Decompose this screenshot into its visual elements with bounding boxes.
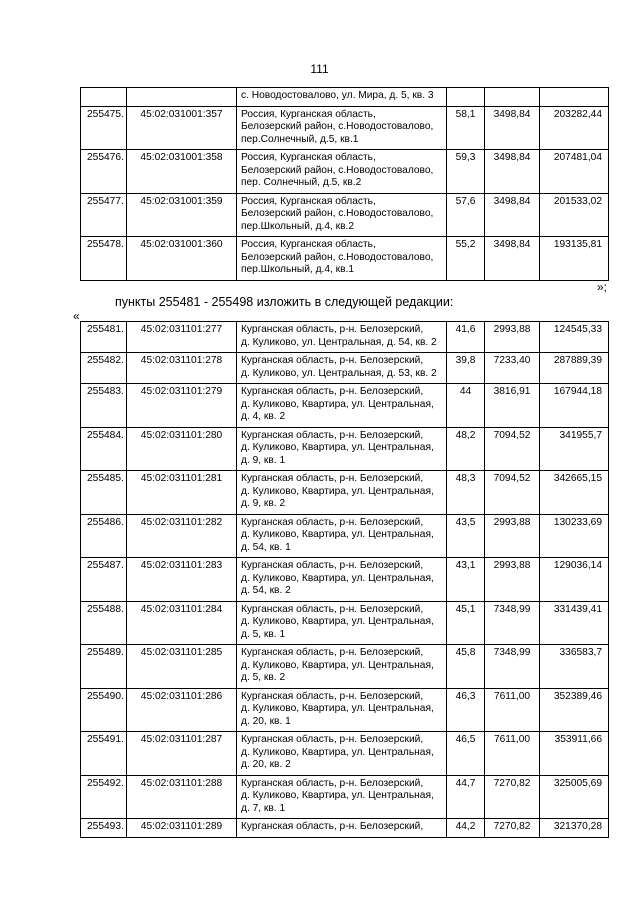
price-cell: 2993,88 <box>485 558 540 602</box>
address-line: д. Куликово, Квартира, ул. Центральная, <box>241 529 434 540</box>
address-line: д. Куликово, Квартира, ул. Центральная, <box>241 572 434 584</box>
table-row <box>81 688 609 732</box>
cadastral-cell: 45:02:031001:357 <box>127 106 237 150</box>
price-cell: 7233,40 <box>485 353 540 384</box>
number-cell: 255485. <box>81 471 127 515</box>
address-line: д. Куликово, Квартира, ул. Центральная, <box>241 659 434 671</box>
number-cell: 255484. <box>81 427 127 471</box>
table-row <box>81 732 609 776</box>
address-cell <box>237 353 447 384</box>
address-line: д. 7, кв. 1 <box>241 802 286 814</box>
total-cell: 203282,44 <box>540 106 609 150</box>
table-row <box>81 322 609 353</box>
area-cell: 57,6 <box>447 193 485 237</box>
cadastral-cell: 45:02:031001:359 <box>127 193 237 237</box>
address-line: Курганская область, р-н. Белозерский, <box>241 690 424 702</box>
price-cell: 3498,84 <box>485 193 540 237</box>
cadastral-cell: 45:02:031101:284 <box>127 601 237 645</box>
address-line: Курганская область, р-н. Белозерский, <box>241 516 424 528</box>
address-cell <box>237 471 447 515</box>
cadastral-cell: 45:02:031101:277 <box>127 322 237 353</box>
address-line: д. Куликово, ул. Центральная, д. 53, кв. 2 <box>241 367 437 379</box>
address-line: пер. Солнечный, д.5, кв.2 <box>241 177 362 188</box>
price-cell: 2993,88 <box>485 322 540 353</box>
address-line: Курганская область, р-н. Белозерский, <box>241 560 424 571</box>
total-cell: 130233,69 <box>540 514 609 558</box>
address-line: Белозерский район, с.Новодостовалово, <box>241 164 434 176</box>
total-cell: 342665,15 <box>540 471 609 515</box>
address-line: д. Куликово, Квартира, ул. Центральная, <box>241 746 434 758</box>
price-cell: 7348,99 <box>485 601 540 645</box>
cadastral-cell: 45:02:031101:288 <box>127 775 237 819</box>
number-cell: 255491. <box>81 732 127 776</box>
price-cell: 3498,84 <box>485 150 540 194</box>
address-line: д. 5, кв. 2 <box>241 672 286 683</box>
total-cell: 336583,7 <box>540 645 609 689</box>
total-cell: 124545,33 <box>540 322 609 353</box>
address-line: Белозерский район, с.Новодостовалово, <box>241 251 434 263</box>
cadastral-cell <box>127 88 237 107</box>
table-row <box>81 645 609 689</box>
price-cell: 7094,52 <box>485 471 540 515</box>
address-cell <box>237 237 447 281</box>
area-cell: 44,7 <box>447 775 485 819</box>
number-cell: 255481. <box>81 322 127 353</box>
number-cell: 255475. <box>81 106 127 150</box>
address-line: д. Куликово, Квартира, ул. Центральная, <box>241 703 434 714</box>
total-cell: 321370,28 <box>540 819 609 838</box>
area-cell <box>447 88 485 107</box>
address-cell <box>237 150 447 194</box>
address-cell <box>237 645 447 689</box>
address-line: д. Куликово, ул. Центральная, д. 54, кв. 2 <box>241 336 437 348</box>
number-cell: 255476. <box>81 150 127 194</box>
total-cell: 201533,02 <box>540 193 609 237</box>
table-row <box>81 353 609 384</box>
address-line: Курганская область, р-н. Белозерский, <box>241 647 424 658</box>
number-cell: 255488. <box>81 601 127 645</box>
price-cell: 7611,00 <box>485 688 540 732</box>
property-table-continued <box>80 87 609 281</box>
table-row <box>81 237 609 281</box>
total-cell: 353911,66 <box>540 732 609 776</box>
cadastral-cell: 45:02:031101:286 <box>127 688 237 732</box>
price-cell: 3816,91 <box>485 384 540 428</box>
price-cell: 3498,84 <box>485 106 540 150</box>
address-line: Курганская область, р-н. Белозерский, <box>241 429 424 441</box>
address-line: д. Куликово, Квартира, ул. Центральная, <box>241 616 434 627</box>
address-line: Россия, Курганская область, <box>241 108 376 120</box>
address-line: Россия, Курганская область, <box>241 152 376 163</box>
address-line: Белозерский район, с.Новодостовалово, <box>241 121 434 132</box>
address-line: д. 20, кв. 2 <box>241 759 291 770</box>
address-cell <box>237 193 447 237</box>
number-cell <box>81 88 127 107</box>
price-cell: 7270,82 <box>485 775 540 819</box>
address-line: д. Куликово, Квартира, ул. Центральная, <box>241 398 434 410</box>
table-row <box>81 88 609 107</box>
cadastral-cell: 45:02:031001:358 <box>127 150 237 194</box>
area-cell: 46,5 <box>447 732 485 776</box>
table-row <box>81 819 609 838</box>
address-cell <box>237 732 447 776</box>
address-line: пер.Школьный, д.4, кв.2 <box>241 220 355 232</box>
area-cell: 44 <box>447 384 485 428</box>
cadastral-cell: 45:02:031001:360 <box>127 237 237 281</box>
table-row <box>81 427 609 471</box>
address-line: д. 54, кв. 1 <box>241 541 291 553</box>
address-cell <box>237 688 447 732</box>
area-cell: 43,5 <box>447 514 485 558</box>
total-cell: 129036,14 <box>540 558 609 602</box>
table-row <box>81 514 609 558</box>
address-line: Курганская область, р-н. Белозерский, <box>241 821 424 832</box>
address-cell <box>237 819 447 838</box>
total-cell: 193135,81 <box>540 237 609 281</box>
table-row <box>81 601 609 645</box>
address-cell <box>237 106 447 150</box>
address-line: Курганская область, р-н. Белозерский, <box>241 734 424 745</box>
total-cell: 331439,41 <box>540 601 609 645</box>
address-cell <box>237 322 447 353</box>
price-cell: 7270,82 <box>485 819 540 838</box>
area-cell: 59,3 <box>447 150 485 194</box>
table-row <box>81 150 609 194</box>
area-cell: 48,3 <box>447 471 485 515</box>
total-cell: 207481,04 <box>540 150 609 194</box>
price-cell: 7348,99 <box>485 645 540 689</box>
cadastral-cell: 45:02:031101:278 <box>127 353 237 384</box>
number-cell: 255486. <box>81 514 127 558</box>
area-cell: 45,1 <box>447 601 485 645</box>
cadastral-cell: 45:02:031101:287 <box>127 732 237 776</box>
cadastral-cell: 45:02:031101:283 <box>127 558 237 602</box>
address-cell <box>237 558 447 602</box>
cadastral-cell: 45:02:031101:279 <box>127 384 237 428</box>
address-line: д. 20, кв. 1 <box>241 715 291 727</box>
total-cell: 341955,7 <box>540 427 609 471</box>
table-row <box>81 106 609 150</box>
address-line: Россия, Курганская область, <box>241 239 376 250</box>
cadastral-cell: 45:02:031101:281 <box>127 471 237 515</box>
area-cell: 58,1 <box>447 106 485 150</box>
area-cell: 45,8 <box>447 645 485 689</box>
total-cell: 287889,39 <box>540 353 609 384</box>
number-cell: 255493. <box>81 819 127 838</box>
address-cell: с. Новодостовалово, ул. Мира, д. 5, кв. 3 <box>237 88 447 107</box>
closing-mark: »; <box>596 280 607 294</box>
address-cell <box>237 514 447 558</box>
address-cell <box>237 775 447 819</box>
address-line: пер.Школьный, д.4, кв.1 <box>241 264 355 275</box>
address-cell <box>237 384 447 428</box>
area-cell: 55,2 <box>447 237 485 281</box>
cadastral-cell: 45:02:031101:289 <box>127 819 237 838</box>
address-line: Курганская область, р-н. Белозерский, <box>241 355 424 366</box>
table-row <box>81 471 609 515</box>
amendment-instruction: пункты 255481 - 255498 изложить в следующей редакции: <box>115 295 454 309</box>
cadastral-cell: 45:02:031101:280 <box>127 427 237 471</box>
total-cell: 325005,69 <box>540 775 609 819</box>
area-cell: 46,3 <box>447 688 485 732</box>
number-cell: 255477. <box>81 193 127 237</box>
number-cell: 255482. <box>81 353 127 384</box>
address-line: Курганская область, р-н. Белозерский, <box>241 473 424 484</box>
address-line: д. 4, кв. 2 <box>241 411 286 422</box>
number-cell: 255483. <box>81 384 127 428</box>
cadastral-cell: 45:02:031101:285 <box>127 645 237 689</box>
address-line: Курганская область, р-н. Белозерский, <box>241 324 424 335</box>
address-cell <box>237 427 447 471</box>
cadastral-cell: 45:02:031101:282 <box>127 514 237 558</box>
price-cell: 2993,88 <box>485 514 540 558</box>
number-cell: 255492. <box>81 775 127 819</box>
address-line: Белозерский район, с.Новодостовалово, <box>241 208 434 219</box>
area-cell: 39,8 <box>447 353 485 384</box>
number-cell: 255478. <box>81 237 127 281</box>
table-row <box>81 193 609 237</box>
table-row <box>81 558 609 602</box>
address-line: д. Куликово, Квартира, ул. Центральная, <box>241 790 434 801</box>
address-line: д. 9, кв. 1 <box>241 454 286 466</box>
price-cell: 7611,00 <box>485 732 540 776</box>
address-cell <box>237 601 447 645</box>
address-line: д. 9, кв. 2 <box>241 498 286 509</box>
price-cell: 3498,84 <box>485 237 540 281</box>
address-line: д. Куликово, Квартира, ул. Центральная, <box>241 485 434 497</box>
address-line: Курганская область, р-н. Белозерский, <box>241 603 424 615</box>
area-cell: 41,6 <box>447 322 485 353</box>
price-cell <box>485 88 540 107</box>
number-cell: 255490. <box>81 688 127 732</box>
price-cell: 7094,52 <box>485 427 540 471</box>
area-cell: 44,2 <box>447 819 485 838</box>
page-number: 111 <box>310 62 329 76</box>
total-cell <box>540 88 609 107</box>
total-cell: 167944,18 <box>540 384 609 428</box>
address-line: Курганская область, р-н. Белозерский, <box>241 777 424 789</box>
address-line: пер.Солнечный, д.5, кв.1 <box>241 133 359 145</box>
address-line: д. 54, кв. 2 <box>241 585 291 596</box>
address-line: д. 5, кв. 1 <box>241 628 286 640</box>
area-cell: 48,2 <box>447 427 485 471</box>
number-cell: 255487. <box>81 558 127 602</box>
address-line: д. Куликово, Квартира, ул. Центральная, <box>241 442 434 453</box>
area-cell: 43,1 <box>447 558 485 602</box>
address-line: Россия, Курганская область, <box>241 195 376 207</box>
opening-quote: « <box>73 309 80 323</box>
number-cell: 255489. <box>81 645 127 689</box>
total-cell: 352389,46 <box>540 688 609 732</box>
address-line: Курганская область, р-н. Белозерский, <box>241 386 424 397</box>
table-row <box>81 384 609 428</box>
table-row <box>81 775 609 819</box>
property-table-amended <box>80 321 609 838</box>
